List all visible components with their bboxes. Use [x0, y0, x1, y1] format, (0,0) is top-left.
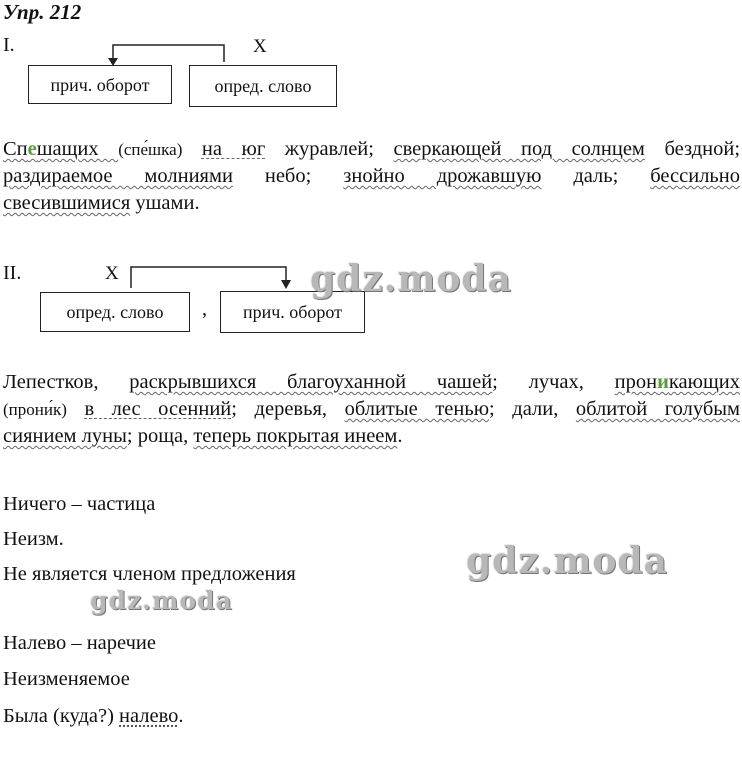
adverb-underlined: налево	[119, 705, 179, 727]
watermark-3: gdz.moda	[90, 586, 233, 615]
part1-line-1: Спешащих (спе́шка) на юг журавлей; сверкающей под солнцем бездной;	[3, 138, 741, 160]
part2-line-2: (прони́к) в лес осенний; деревья, облитые тенью; дали, облитой голубым	[3, 398, 740, 420]
watermark-2: gdz.moda	[466, 540, 668, 582]
example-sentence: Была (куда?) налево.	[3, 705, 184, 727]
part2-comma: ,	[202, 298, 207, 320]
part1-line-2: раздираемое молниями небо; знойно дрожавшую даль; бессильно	[3, 165, 740, 187]
part1-x-mark: X	[253, 36, 267, 57]
note-not-member: Не является членом предложения	[3, 563, 296, 585]
part1-line-3: свесившимися ушами.	[3, 192, 200, 214]
part1-box-participle-phrase: прич. оборот	[28, 65, 172, 104]
note-invariable: Неизменяемое	[3, 668, 130, 690]
part2-box-participle-phrase: прич. оборот	[220, 291, 365, 333]
note-invariable-short: Неизм.	[3, 528, 64, 550]
part2-box-defined-word: опред. слово	[40, 292, 190, 332]
exercise-title: Упр. 212	[3, 0, 82, 24]
part2-paragraph	[3, 369, 740, 450]
part2-line-3: сиянием луны; роща, теперь покрытая инеем.	[3, 425, 403, 447]
watermark-1: gdz.moda	[310, 258, 512, 300]
note-particle: Ничего – частица	[3, 493, 156, 515]
part2-x-mark: X	[105, 263, 119, 284]
part1-box-defined-word: опред. слово	[189, 65, 337, 107]
note-adverb: Налево – наречие	[3, 632, 156, 654]
part2-roman: II.	[3, 262, 22, 284]
part1-roman: I.	[3, 34, 15, 56]
part2-line-1: Лепестков, раскрывшихся благоуханной чашей; лучах, проникающих	[3, 371, 740, 393]
